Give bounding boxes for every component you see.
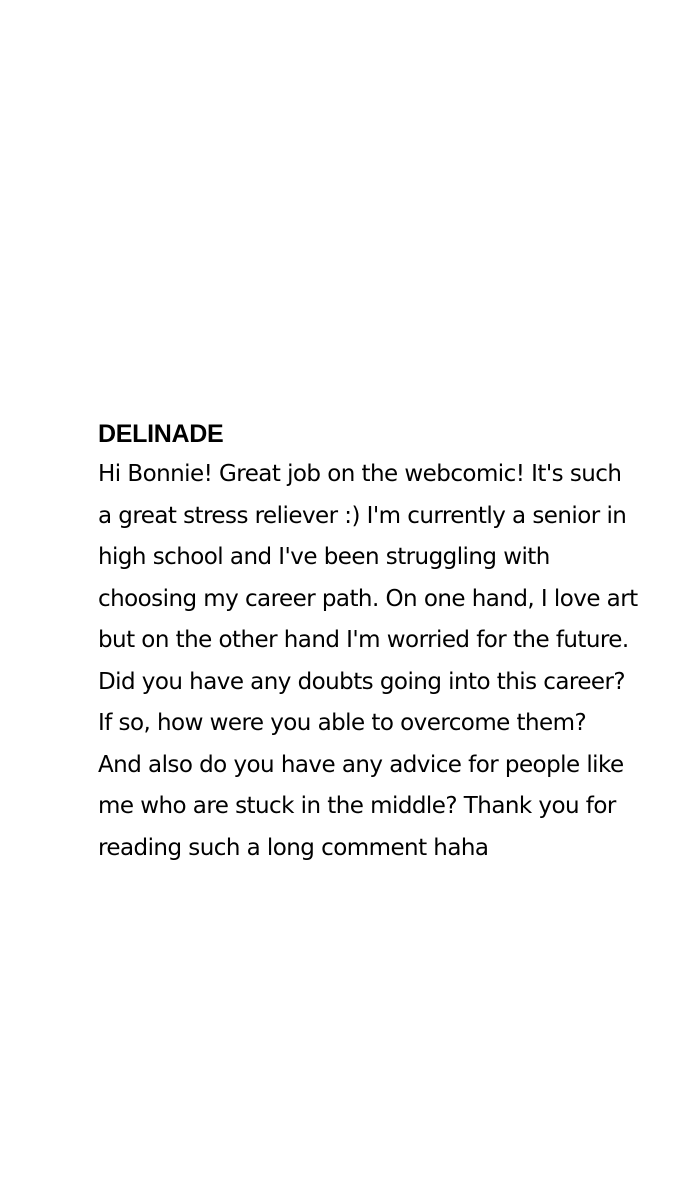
comment-text	[98, 454, 658, 869]
comment-block	[98, 416, 658, 869]
comment-line: choosing my career path. On one hand, I love art	[98, 585, 638, 612]
comment-line: Hi Bonnie! Great job on the webcomic! It's such	[98, 461, 622, 487]
comment-line: me who are stuck in the middle? Thank you for	[98, 793, 616, 819]
comment-author: DELINADE	[98, 420, 224, 448]
comment-line: Did you have any doubts going into this career?	[98, 668, 626, 695]
comment-line: high school and I've been struggling with	[98, 544, 550, 570]
comment-line: reading such a long comment haha	[98, 834, 489, 861]
comment-line: If so, how were you able to overcome them?	[98, 710, 587, 736]
comment-line: And also do you have any advice for people like	[98, 751, 624, 778]
comment-line: but on the other hand I'm worried for the future.	[98, 627, 629, 653]
comment-line: a great stress reliever :) I'm currently a senior in	[98, 502, 627, 529]
